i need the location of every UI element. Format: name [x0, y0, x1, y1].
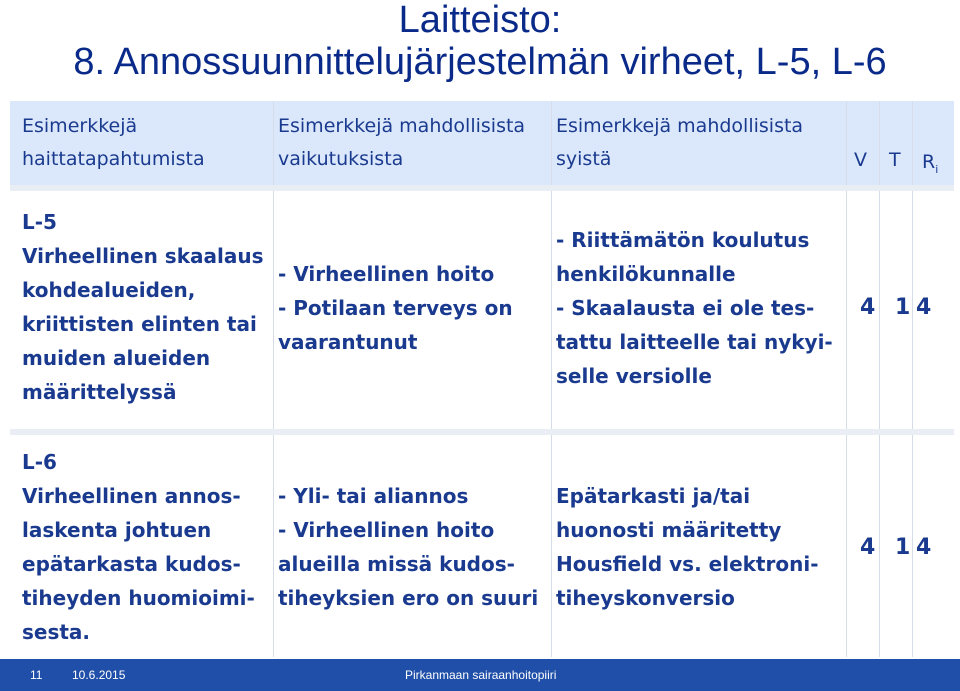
slide-footer [0, 659, 960, 691]
header-v: V [854, 149, 867, 171]
row-2-effects: - Yli- tai aliannos - Virheellinen hoito alueilla missä kudos- tiheyksien ero on suuri [278, 484, 539, 610]
slide-title [0, 0, 960, 85]
header-t: T [889, 149, 901, 171]
footer-date: 10.6.2015 [72, 668, 126, 682]
footer-organization: Pirkanmaan sairaanhoitopiiri [405, 668, 557, 682]
row-1-r: 4 [916, 295, 932, 320]
header-events: Esimerkkejä haittatapahtumista [22, 115, 205, 170]
title-line-1: Laitteisto: [398, 0, 562, 41]
title-line-2: 8. Annossuunnittelujärjestelmän virheet, L-5, L-6 [73, 41, 887, 83]
row-2-v: 4 [860, 535, 876, 560]
row-2-t: 1 [895, 535, 911, 560]
header-causes: Esimerkkejä mahdollisista syistä [556, 115, 804, 170]
row-1-effects: - Virheellinen hoito - Potilaan terveys on vaarantunut [278, 262, 513, 354]
row-1-causes: - Riittämätön koulutus henkilökunnalle - Skaalausta ei ole tes- tattu laitteelle tai nykyi- selle versiolle [556, 228, 833, 388]
page-number: 11 [30, 668, 43, 682]
row-divider [10, 185, 954, 191]
risk-table [10, 101, 954, 657]
row-1-t: 1 [895, 295, 911, 320]
row-1-event: L-5 Virheellinen skaalaus kohdealueiden, kriittisten elinten tai muiden alueiden määrittelyssä [22, 210, 264, 404]
row-2-r: 4 [916, 535, 932, 560]
header-r: $R_i$ [922, 151, 939, 176]
row-2-causes: Epätarkasti ja/tai huonosti määritetty Housfield vs. elektroni- tiheyskonversio [556, 484, 819, 610]
header-effects: Esimerkkejä mahdollisista vaikutuksista [278, 115, 526, 170]
row-divider [10, 429, 954, 435]
row-2-event: L-6 Virheellinen annos- laskenta johtuen epätarkasta kudos- tiheyden huomioimi- sesta. [22, 450, 255, 644]
row-1-v: 4 [860, 295, 876, 320]
